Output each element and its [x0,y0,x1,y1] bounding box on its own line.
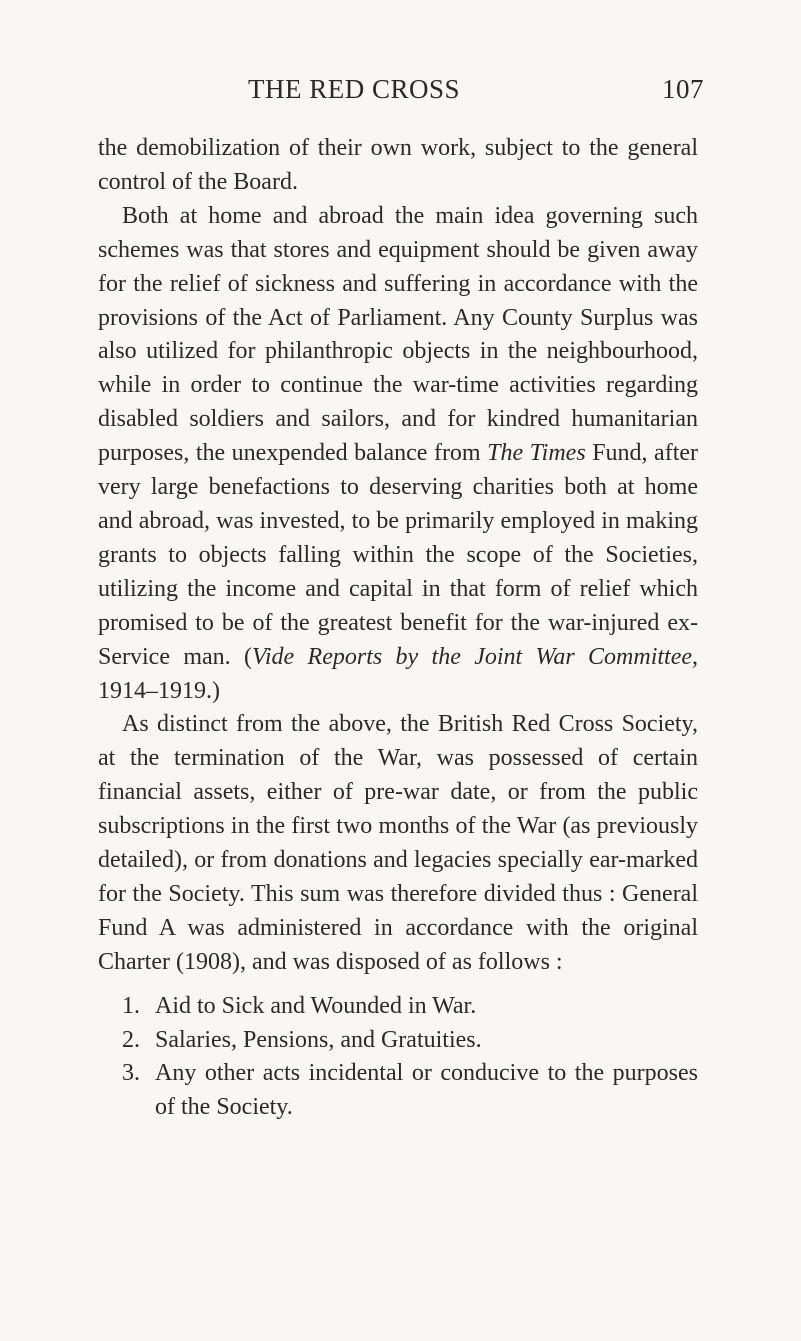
book-page [98,72,704,1125]
text-run: Fund, after very large benefactions to deserving charities both at home and abroad, was invested, to be primarily employed in making grants to objects falling within the scope of the Societies, utilizing the income and capital in that form of relief which promised to be of the greatest benefit for the war-injured ex-Service man. ( [98,440,699,670]
list-text: Salaries, Pensions, and Gratuities. [155,1026,482,1053]
list-number: 3. [122,1060,140,1087]
list-item [98,1057,698,1125]
text-run [294,644,307,670]
paragraph: As distinct from the above, the British Red Cross Society, at the termination of the War, was possessed of certain financial assets, either of pre-war date, or from the public subscriptions in the first two months of the War (as previously detailed), or from donations and legacies specially ear-marked for the Society. This sum was therefore divided thus : General Fund A was administered in accordance with the original Charter (1908), and was disposed of as follows : [98,711,698,975]
page-number: 107 [662,74,704,104]
paragraph [98,200,698,709]
text-run: Both at home and abroad the main idea governing such schemes was that stores and equipment should be given away for the relief of sickness and suffering in accordance with the provisions of the Act of Parliament. Any County Surplus was also utilized for philanthropic objects in the neighbourhood, while in order to continue the war-time activities regarding disabled soldiers and sailors, and for kindred humanitarian purposes, the unexpended balance from [98,202,698,467]
list-number: 2. [122,1026,140,1053]
list-text: Aid to Sick and Wounded in War. [155,992,477,1019]
numbered-list [98,990,698,1126]
italic-title: The Times [487,440,586,467]
list-number: 1. [122,992,140,1019]
list-item [98,1024,698,1058]
running-header [98,72,704,112]
italic-reference: Reports by the Joint War Committee [307,643,693,670]
list-text: Any other acts incidental or conducive to the purposes of the Society. [155,1060,698,1121]
italic-term: Vide [251,643,295,670]
running-title: THE RED CROSS [248,74,461,104]
body-text [98,132,698,1125]
text-run: , 1914–1919.) [98,643,699,704]
paragraph: the demobilization of their own work, subject to the general control of the Board. [98,135,698,195]
list-item [98,990,698,1024]
